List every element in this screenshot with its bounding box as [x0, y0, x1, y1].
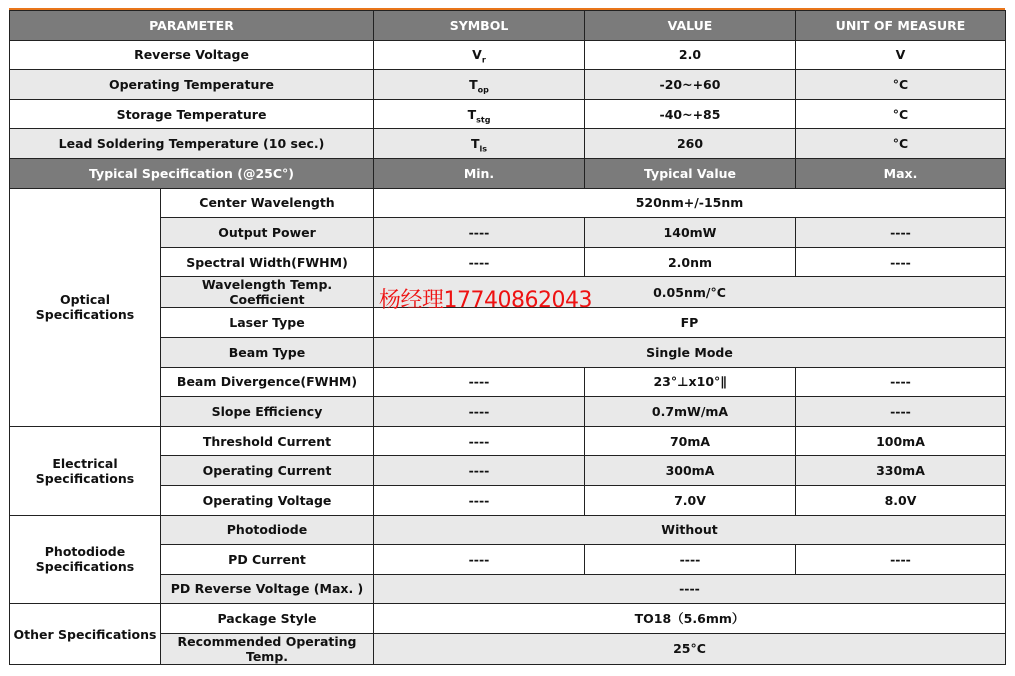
- label-cell: Beam Divergence(FWHM): [161, 367, 374, 397]
- param-cell: Lead Soldering Temperature (10 sec.): [10, 129, 374, 159]
- min-cell: ----: [374, 426, 585, 456]
- min-cell: ----: [374, 545, 585, 575]
- typical-spec-heading: Typical Specification (@25C°): [10, 158, 374, 188]
- table-row: [10, 70, 1006, 100]
- label-cell: PD Reverse Voltage (Max. ): [161, 574, 374, 604]
- label-cell: Operating Current: [161, 456, 374, 486]
- header-typical: Typical Value: [585, 158, 796, 188]
- table-row: [10, 40, 1006, 70]
- value-cell: ----: [374, 574, 1006, 604]
- label-cell: Photodiode: [161, 515, 374, 545]
- max-cell: 100mA: [796, 426, 1006, 456]
- table-row: [10, 188, 1006, 218]
- max-cell: 8.0V: [796, 485, 1006, 515]
- label-cell: Recommended Operating Temp.: [161, 633, 374, 664]
- header-value: VALUE: [585, 11, 796, 41]
- header-symbol: SYMBOL: [374, 11, 585, 41]
- value-cell: 520nm+/-15nm: [374, 188, 1006, 218]
- table-row: [10, 604, 1006, 634]
- table-row: [10, 426, 1006, 456]
- unit-cell: °C: [796, 70, 1006, 100]
- min-cell: ----: [374, 218, 585, 248]
- max-cell: ----: [796, 545, 1006, 575]
- header-unit: UNIT OF MEASURE: [796, 11, 1006, 41]
- value-cell: TO18（5.6mm）: [374, 604, 1006, 634]
- label-cell: Center Wavelength: [161, 188, 374, 218]
- label-cell: Laser Type: [161, 308, 374, 338]
- typ-cell: 300mA: [585, 456, 796, 486]
- typ-cell: 70mA: [585, 426, 796, 456]
- min-cell: ----: [374, 485, 585, 515]
- label-cell: Operating Voltage: [161, 485, 374, 515]
- max-cell: ----: [796, 218, 1006, 248]
- header-min: Min.: [374, 158, 585, 188]
- min-cell: ----: [374, 367, 585, 397]
- group-other: Other Specifications: [10, 604, 161, 665]
- typ-cell: 140mW: [585, 218, 796, 248]
- group-optical: Optical Specifications: [10, 188, 161, 426]
- param-cell: Reverse Voltage: [10, 40, 374, 70]
- param-cell: Storage Temperature: [10, 99, 374, 129]
- min-cell: ----: [374, 397, 585, 427]
- value-cell: FP: [374, 308, 1006, 338]
- symbol-cell: $T_{ls}$: [374, 129, 585, 159]
- min-cell: ----: [374, 456, 585, 486]
- group-electrical: Electrical Specifications: [10, 426, 161, 515]
- label-cell: Package Style: [161, 604, 374, 634]
- value-cell: -20~+60: [585, 70, 796, 100]
- table-row: [10, 515, 1006, 545]
- min-cell: ----: [374, 247, 585, 277]
- header-max: Max.: [796, 158, 1006, 188]
- table-row: [10, 99, 1006, 129]
- group-photodiode: Photodiode Specifications: [10, 515, 161, 604]
- symbol-cell: $V_r$: [374, 40, 585, 70]
- label-cell: Slope Efficiency: [161, 397, 374, 427]
- value-cell: 0.05nm/°C: [374, 277, 1006, 308]
- max-cell: 330mA: [796, 456, 1006, 486]
- table-row: [10, 129, 1006, 159]
- contact-watermark: 杨经理17740862043: [379, 288, 592, 313]
- unit-cell: °C: [796, 129, 1006, 159]
- spec-table: [9, 10, 1006, 665]
- label-cell: PD Current: [161, 545, 374, 575]
- symbol-cell: $T_{op}$: [374, 70, 585, 100]
- typ-cell: 7.0V: [585, 485, 796, 515]
- max-cell: ----: [796, 397, 1006, 427]
- typical-header-row: [10, 158, 1006, 188]
- max-cell: ----: [796, 367, 1006, 397]
- typ-cell: 0.7mW/mA: [585, 397, 796, 427]
- symbol-cell: $T_{stg}$: [374, 99, 585, 129]
- label-cell: Threshold Current: [161, 426, 374, 456]
- label-cell: Output Power: [161, 218, 374, 248]
- value-cell: 2.0: [585, 40, 796, 70]
- header-row: [10, 11, 1006, 41]
- unit-cell: °C: [796, 99, 1006, 129]
- label-cell: Spectral Width(FWHM): [161, 247, 374, 277]
- header-parameter: PARAMETER: [10, 11, 374, 41]
- param-cell: Operating Temperature: [10, 70, 374, 100]
- unit-cell: V: [796, 40, 1006, 70]
- value-cell: -40~+85: [585, 99, 796, 129]
- typ-cell: 2.0nm: [585, 247, 796, 277]
- typ-cell: 23°⊥x10°∥: [585, 367, 796, 397]
- value-cell: Without: [374, 515, 1006, 545]
- max-cell: ----: [796, 247, 1006, 277]
- value-cell: Single Mode: [374, 337, 1006, 367]
- value-cell: 25°C: [374, 633, 1006, 664]
- label-cell: Wavelength Temp. Coefficient: [161, 277, 374, 308]
- typ-cell: ----: [585, 545, 796, 575]
- value-cell: 260: [585, 129, 796, 159]
- label-cell: Beam Type: [161, 337, 374, 367]
